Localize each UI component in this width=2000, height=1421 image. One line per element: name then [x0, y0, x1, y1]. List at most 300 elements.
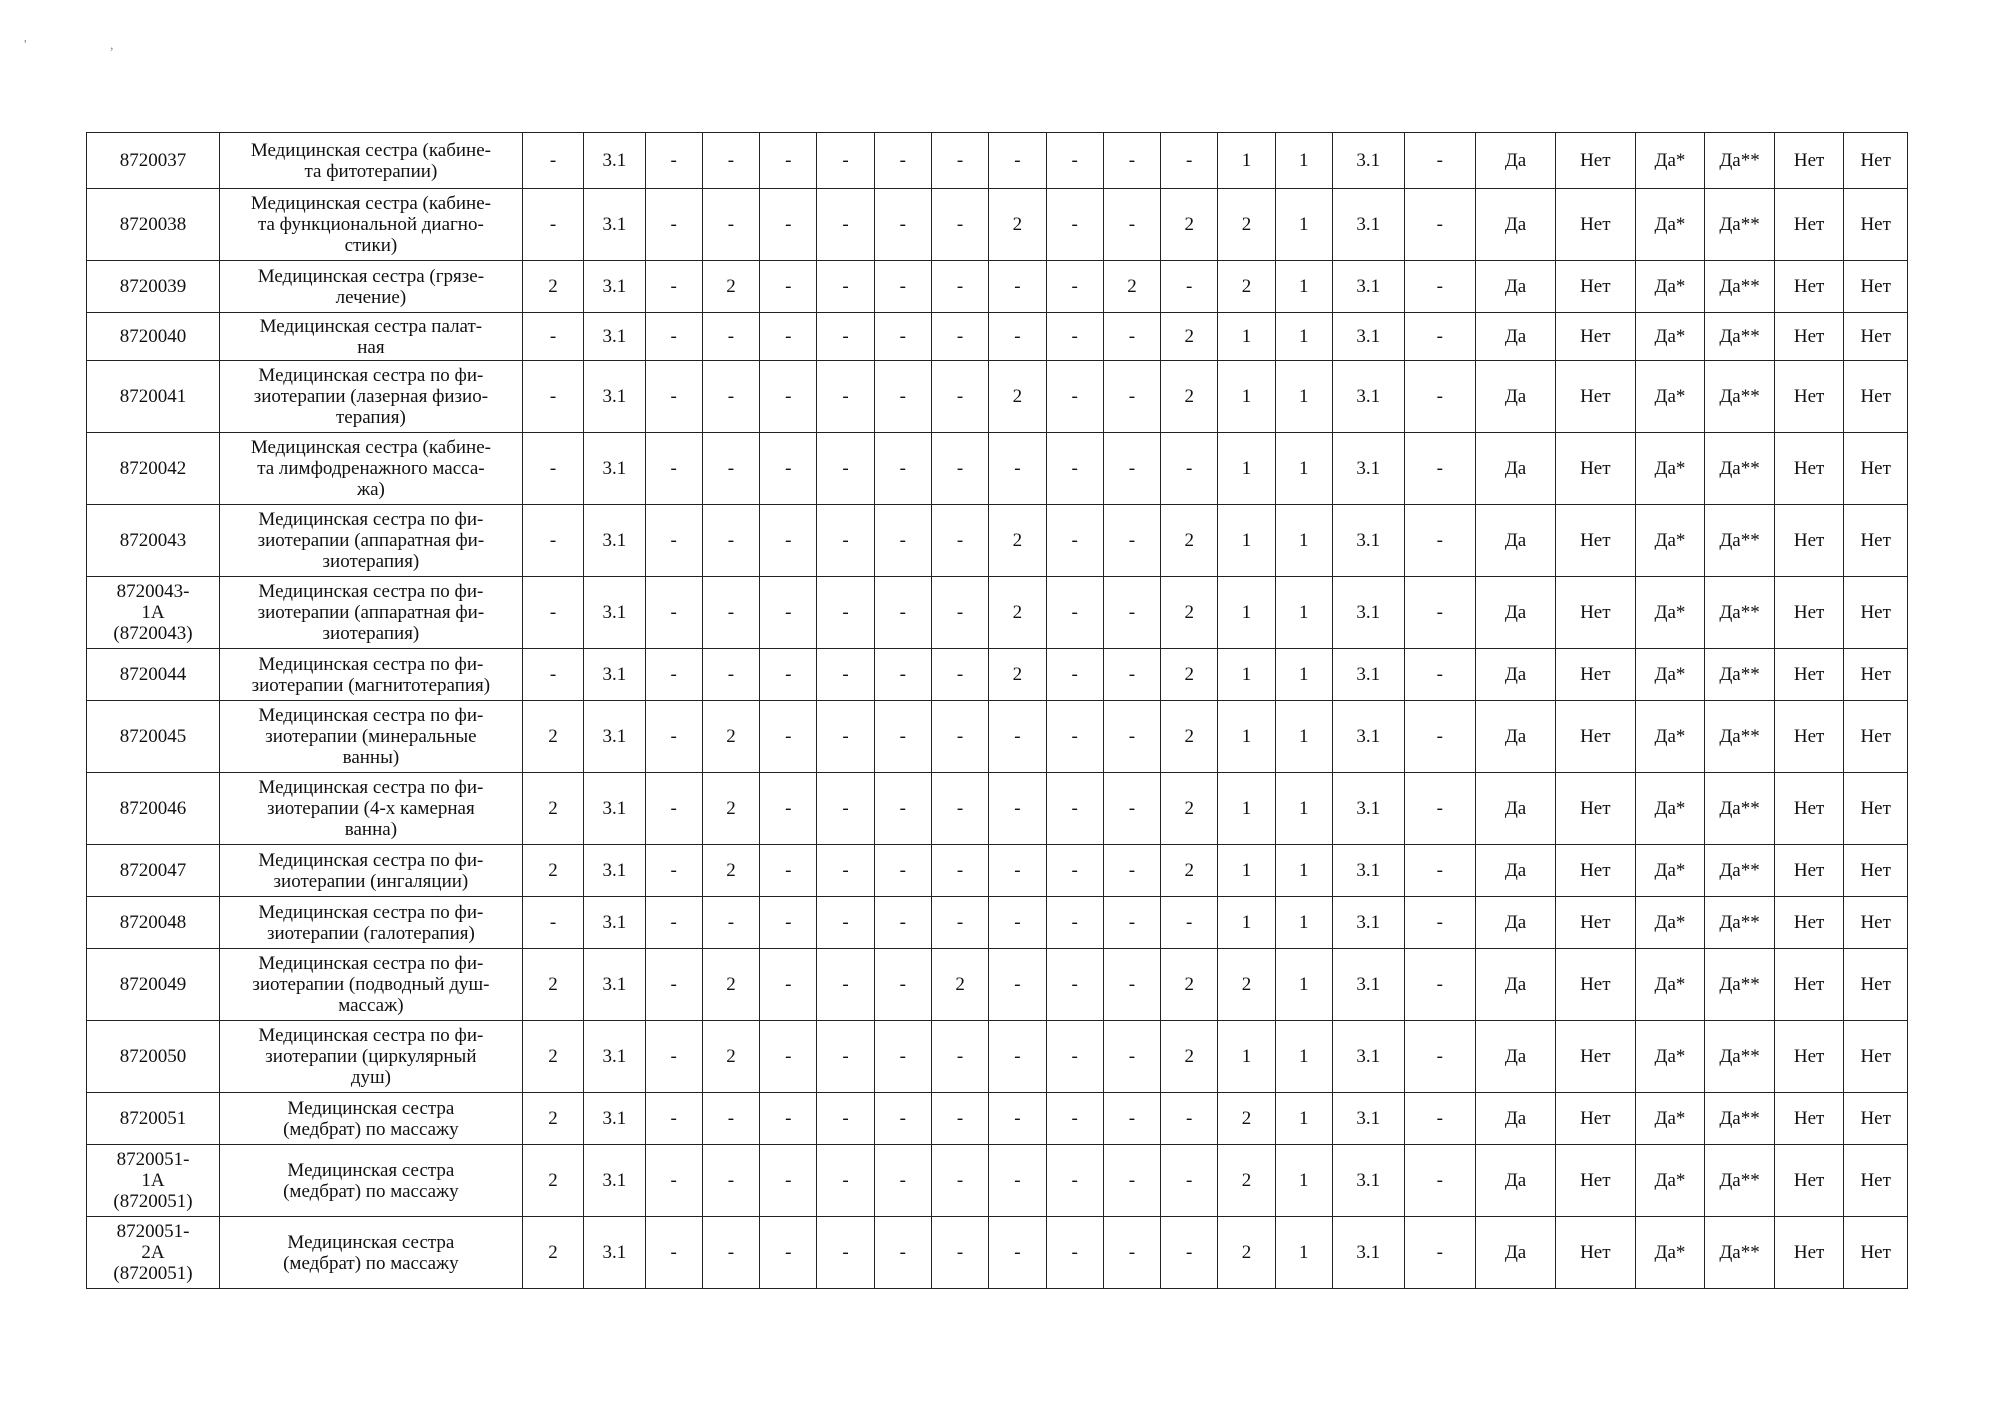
position-title-line: (медбрат) по массажу	[283, 1118, 459, 1140]
value-cell: 3.1	[1332, 897, 1404, 949]
value-cell: 2	[522, 845, 583, 897]
value-cell: Да**	[1705, 361, 1775, 433]
value-cell: -	[645, 133, 702, 189]
value-cell: -	[931, 261, 988, 313]
value-cell: Да	[1476, 845, 1556, 897]
value-cell: -	[1161, 261, 1218, 313]
position-code-line: 8720042	[119, 458, 187, 479]
position-title-line: массаж)	[338, 995, 404, 1016]
position-title-cell	[219, 1093, 522, 1145]
value-cell: Нет	[1555, 505, 1635, 577]
value-cell: 2	[1218, 189, 1275, 261]
value-cell: -	[1046, 949, 1103, 1021]
value-cell: 3.1	[1332, 133, 1404, 189]
value-cell: Нет	[1774, 1217, 1844, 1289]
value-cell: 1	[1275, 133, 1332, 189]
value-cell: -	[817, 261, 874, 313]
value-cell: -	[760, 313, 817, 361]
value-cell: 3.1	[1332, 845, 1404, 897]
value-cell: Да**	[1705, 261, 1775, 313]
position-title-cell	[219, 845, 522, 897]
value-cell: -	[1103, 773, 1160, 845]
value-cell: Да	[1476, 577, 1556, 649]
position-title-cell	[219, 1217, 522, 1289]
value-cell: Нет	[1774, 261, 1844, 313]
value-cell: Да*	[1635, 701, 1705, 773]
table-row	[87, 949, 1908, 1021]
value-cell: -	[817, 505, 874, 577]
value-cell: 1	[1218, 845, 1275, 897]
value-cell: -	[522, 433, 583, 505]
position-title-line: жа)	[356, 479, 385, 500]
value-cell: -	[645, 1217, 702, 1289]
value-cell: 1	[1218, 1021, 1275, 1093]
value-cell: 2	[1161, 1021, 1218, 1093]
value-cell: -	[702, 313, 759, 361]
value-cell: -	[989, 845, 1046, 897]
value-cell: -	[931, 897, 988, 949]
value-cell: -	[1404, 577, 1476, 649]
value-cell: 1	[1218, 773, 1275, 845]
value-cell: 1	[1275, 1093, 1332, 1145]
value-cell: -	[1046, 261, 1103, 313]
value-cell: 2	[989, 577, 1046, 649]
position-title-line: ванна)	[344, 819, 398, 840]
table-row	[87, 577, 1908, 649]
value-cell: -	[1103, 361, 1160, 433]
value-cell: -	[760, 1217, 817, 1289]
value-cell: -	[817, 133, 874, 189]
table-row	[87, 1217, 1908, 1289]
value-cell: 3.1	[584, 1093, 645, 1145]
value-cell: -	[702, 189, 759, 261]
position-title-line: зиотерапии (4-х камерная	[267, 798, 475, 819]
value-cell: -	[989, 313, 1046, 361]
value-cell: -	[760, 649, 817, 701]
value-cell: Нет	[1774, 701, 1844, 773]
value-cell: -	[702, 577, 759, 649]
value-cell: -	[522, 361, 583, 433]
value-cell: 1	[1275, 313, 1332, 361]
value-cell: 2	[522, 1021, 583, 1093]
value-cell: -	[760, 433, 817, 505]
value-cell: 1	[1218, 505, 1275, 577]
position-title-cell	[219, 577, 522, 649]
position-title-line: зиотерапии (аппаратная фи-	[257, 530, 485, 551]
value-cell: 2	[989, 505, 1046, 577]
value-cell: -	[1404, 1021, 1476, 1093]
value-cell: 2	[1161, 189, 1218, 261]
value-cell: -	[931, 1145, 988, 1217]
value-cell: Да**	[1705, 133, 1775, 189]
value-cell: Да	[1476, 433, 1556, 505]
value-cell: -	[1103, 949, 1160, 1021]
value-cell: -	[645, 1145, 702, 1217]
value-cell: -	[522, 189, 583, 261]
value-cell: -	[760, 505, 817, 577]
value-cell: Нет	[1555, 1145, 1635, 1217]
value-cell: 3.1	[1332, 1145, 1404, 1217]
value-cell: Да*	[1635, 261, 1705, 313]
value-cell: Нет	[1555, 897, 1635, 949]
value-cell: 1	[1218, 701, 1275, 773]
value-cell: Да*	[1635, 1145, 1705, 1217]
value-cell: Да*	[1635, 949, 1705, 1021]
value-cell: -	[1046, 505, 1103, 577]
value-cell: -	[931, 773, 988, 845]
position-code-line: (8720051)	[113, 1263, 193, 1284]
value-cell: Да**	[1705, 773, 1775, 845]
value-cell: Нет	[1844, 1217, 1908, 1289]
table-row	[87, 845, 1908, 897]
scan-specks: ' ,	[24, 38, 154, 53]
value-cell: 3.1	[584, 897, 645, 949]
value-cell: 2	[702, 1021, 759, 1093]
position-code-cell	[87, 361, 220, 433]
value-cell: Да**	[1705, 949, 1775, 1021]
value-cell: 3.1	[584, 577, 645, 649]
value-cell: Нет	[1774, 845, 1844, 897]
value-cell: -	[522, 505, 583, 577]
value-cell: -	[817, 1145, 874, 1217]
value-cell: 2	[702, 261, 759, 313]
value-cell: -	[702, 505, 759, 577]
position-title-cell	[219, 773, 522, 845]
value-cell: -	[1046, 845, 1103, 897]
value-cell: -	[760, 897, 817, 949]
value-cell: Нет	[1844, 1093, 1908, 1145]
table-row	[87, 189, 1908, 261]
value-cell: -	[1103, 649, 1160, 701]
value-cell: -	[931, 433, 988, 505]
value-cell: 3.1	[584, 701, 645, 773]
value-cell: Нет	[1555, 133, 1635, 189]
value-cell: -	[874, 949, 931, 1021]
position-title-cell	[219, 313, 522, 361]
position-title-line: Медицинская сестра по фи-	[258, 509, 484, 530]
value-cell: Да	[1476, 1217, 1556, 1289]
value-cell: Да**	[1705, 189, 1775, 261]
value-cell: -	[931, 701, 988, 773]
value-cell: -	[1103, 189, 1160, 261]
value-cell: -	[817, 1021, 874, 1093]
value-cell: -	[817, 361, 874, 433]
value-cell: -	[817, 1093, 874, 1145]
position-title-cell	[219, 1021, 522, 1093]
value-cell: Да**	[1705, 1145, 1775, 1217]
value-cell: -	[1404, 897, 1476, 949]
position-title-line: лечение)	[335, 286, 407, 308]
value-cell: 3.1	[584, 1217, 645, 1289]
position-title-line: зиотерапии (галотерапия)	[266, 922, 475, 944]
value-cell: -	[874, 845, 931, 897]
value-cell: 1	[1275, 773, 1332, 845]
value-cell: 2	[931, 949, 988, 1021]
table-row	[87, 505, 1908, 577]
value-cell: -	[1046, 133, 1103, 189]
value-cell: Да	[1476, 1021, 1556, 1093]
value-cell: 1	[1218, 361, 1275, 433]
value-cell: -	[645, 1021, 702, 1093]
value-cell: 3.1	[1332, 577, 1404, 649]
table-row	[87, 133, 1908, 189]
value-cell: -	[989, 773, 1046, 845]
value-cell: -	[1046, 773, 1103, 845]
position-title-cell	[219, 1145, 522, 1217]
value-cell: Нет	[1555, 649, 1635, 701]
position-code-line: 8720039	[119, 276, 187, 297]
position-code-line: 8720038	[119, 214, 187, 235]
value-cell: -	[989, 261, 1046, 313]
value-cell: -	[1404, 1145, 1476, 1217]
position-code-line: 8720047	[119, 860, 187, 881]
value-cell: 3.1	[1332, 1021, 1404, 1093]
value-cell: Нет	[1844, 505, 1908, 577]
position-code-line: 8720046	[119, 798, 187, 819]
value-cell: Нет	[1555, 313, 1635, 361]
value-cell: Да*	[1635, 1217, 1705, 1289]
value-cell: Нет	[1774, 1021, 1844, 1093]
value-cell: Да*	[1635, 361, 1705, 433]
value-cell: -	[989, 1021, 1046, 1093]
value-cell: 1	[1275, 577, 1332, 649]
value-cell: 1	[1275, 845, 1332, 897]
value-cell: -	[702, 133, 759, 189]
value-cell: -	[874, 133, 931, 189]
value-cell: -	[1161, 1217, 1218, 1289]
position-code-cell	[87, 577, 220, 649]
value-cell: Нет	[1774, 189, 1844, 261]
value-cell: -	[702, 361, 759, 433]
value-cell: 1	[1218, 577, 1275, 649]
value-cell: -	[817, 433, 874, 505]
value-cell: 3.1	[1332, 701, 1404, 773]
value-cell: -	[1046, 1217, 1103, 1289]
position-title-line: Медицинская сестра палат-	[259, 315, 483, 337]
value-cell: Да**	[1705, 1021, 1775, 1093]
value-cell: -	[645, 433, 702, 505]
position-code-line: 8720043-	[116, 581, 190, 602]
table-row	[87, 313, 1908, 361]
position-code-line: 8720044	[119, 664, 187, 685]
value-cell: -	[989, 433, 1046, 505]
value-cell: -	[817, 773, 874, 845]
position-code-cell	[87, 701, 220, 773]
value-cell: Да**	[1705, 1217, 1775, 1289]
value-cell: 2	[702, 701, 759, 773]
value-cell: Да	[1476, 949, 1556, 1021]
position-code-cell	[87, 773, 220, 845]
value-cell: 3.1	[1332, 189, 1404, 261]
position-title-cell	[219, 949, 522, 1021]
value-cell: -	[645, 189, 702, 261]
value-cell: -	[874, 1093, 931, 1145]
position-title-line: Медицинская сестра по фи-	[258, 653, 484, 675]
value-cell: -	[1161, 1093, 1218, 1145]
value-cell: 3.1	[1332, 433, 1404, 505]
value-cell: -	[645, 649, 702, 701]
value-cell: -	[817, 897, 874, 949]
value-cell: 1	[1218, 433, 1275, 505]
position-code-cell	[87, 505, 220, 577]
value-cell: 2	[1218, 1217, 1275, 1289]
value-cell: 1	[1275, 701, 1332, 773]
value-cell: -	[1046, 189, 1103, 261]
value-cell: Нет	[1555, 845, 1635, 897]
value-cell: 1	[1275, 1217, 1332, 1289]
value-cell: 2	[989, 361, 1046, 433]
value-cell: -	[1046, 433, 1103, 505]
value-cell: -	[1404, 649, 1476, 701]
value-cell: 2	[1218, 261, 1275, 313]
value-cell: 2	[1161, 701, 1218, 773]
position-code-cell	[87, 649, 220, 701]
value-cell: -	[1103, 1021, 1160, 1093]
position-title-line: Медицинская сестра по фи-	[258, 849, 484, 871]
position-code-line: 8720051-	[116, 1221, 190, 1242]
value-cell: 1	[1218, 313, 1275, 361]
position-title-line: Медицинская сестра (грязе-	[257, 265, 485, 287]
value-cell: Да	[1476, 313, 1556, 361]
value-cell: -	[874, 897, 931, 949]
table-row	[87, 433, 1908, 505]
value-cell: Нет	[1555, 261, 1635, 313]
position-code-cell	[87, 1021, 220, 1093]
value-cell: Нет	[1844, 649, 1908, 701]
value-cell: -	[645, 577, 702, 649]
value-cell: 3.1	[584, 773, 645, 845]
value-cell: -	[1404, 1093, 1476, 1145]
value-cell: -	[702, 1217, 759, 1289]
value-cell: -	[1046, 1093, 1103, 1145]
position-code-cell	[87, 1145, 220, 1217]
value-cell: -	[989, 949, 1046, 1021]
value-cell: Да**	[1705, 845, 1775, 897]
position-code-cell	[87, 261, 220, 313]
value-cell: 3.1	[584, 133, 645, 189]
value-cell: 3.1	[584, 189, 645, 261]
position-title-line: та фитотерапии)	[304, 160, 438, 182]
value-cell: 2	[1161, 845, 1218, 897]
value-cell: -	[817, 845, 874, 897]
value-cell: -	[931, 313, 988, 361]
value-cell: 2	[522, 1217, 583, 1289]
value-cell: 3.1	[1332, 361, 1404, 433]
value-cell: 3.1	[1332, 505, 1404, 577]
value-cell: -	[931, 1217, 988, 1289]
value-cell: -	[522, 897, 583, 949]
position-title-cell	[219, 361, 522, 433]
position-title-line: зиотерапии (ингаляции)	[273, 870, 469, 892]
table-body	[87, 133, 1908, 1289]
position-code-line: 8720041	[119, 386, 187, 407]
value-cell: 3.1	[584, 505, 645, 577]
value-cell: 3.1	[584, 361, 645, 433]
value-cell: Да*	[1635, 649, 1705, 701]
value-cell: Да**	[1705, 649, 1775, 701]
value-cell: -	[817, 577, 874, 649]
value-cell: Да	[1476, 773, 1556, 845]
position-title-line: та функциональной диагно-	[257, 214, 484, 235]
value-cell: -	[931, 845, 988, 897]
value-cell: Нет	[1774, 649, 1844, 701]
position-code-cell	[87, 133, 220, 189]
table-row	[87, 701, 1908, 773]
value-cell: Нет	[1774, 577, 1844, 649]
position-title-line: Медицинская сестра	[287, 1159, 455, 1181]
value-cell: Да*	[1635, 577, 1705, 649]
position-code-line: 8720049	[119, 974, 187, 995]
value-cell: -	[931, 361, 988, 433]
value-cell: -	[760, 949, 817, 1021]
value-cell: Нет	[1555, 773, 1635, 845]
value-cell: 2	[1103, 261, 1160, 313]
table-row	[87, 261, 1908, 313]
value-cell: 2	[1218, 1145, 1275, 1217]
value-cell: -	[645, 261, 702, 313]
position-title-line: Медицинская сестра по фи-	[258, 365, 484, 386]
value-cell: -	[1404, 773, 1476, 845]
value-cell: -	[931, 189, 988, 261]
value-cell: 3.1	[1332, 1093, 1404, 1145]
value-cell: Да	[1476, 361, 1556, 433]
value-cell: 2	[702, 773, 759, 845]
position-code-line: 1А	[141, 602, 165, 623]
position-title-line: ная	[357, 336, 385, 358]
value-cell: -	[1103, 133, 1160, 189]
value-cell: -	[702, 897, 759, 949]
value-cell: -	[817, 949, 874, 1021]
value-cell: -	[1103, 433, 1160, 505]
value-cell: 1	[1275, 949, 1332, 1021]
value-cell: -	[645, 1093, 702, 1145]
value-cell: Нет	[1555, 189, 1635, 261]
value-cell: -	[931, 133, 988, 189]
value-cell: 2	[522, 949, 583, 1021]
value-cell: Да*	[1635, 189, 1705, 261]
position-title-line: зиотерапии (циркулярный	[265, 1046, 477, 1067]
value-cell: 2	[702, 845, 759, 897]
value-cell: -	[1046, 1021, 1103, 1093]
value-cell: Нет	[1844, 949, 1908, 1021]
position-code-line: (8720051)	[113, 1191, 193, 1212]
value-cell: Нет	[1774, 1145, 1844, 1217]
table-row	[87, 1145, 1908, 1217]
value-cell: -	[645, 949, 702, 1021]
value-cell: Да*	[1635, 845, 1705, 897]
value-cell: Нет	[1774, 133, 1844, 189]
value-cell: Нет	[1555, 1217, 1635, 1289]
value-cell: 2	[1161, 577, 1218, 649]
value-cell: Нет	[1774, 949, 1844, 1021]
position-title-line: (медбрат) по массажу	[283, 1252, 459, 1274]
value-cell: -	[1103, 505, 1160, 577]
value-cell: Да*	[1635, 1021, 1705, 1093]
position-code-line: (8720043)	[113, 623, 193, 644]
position-title-line: стики)	[344, 235, 398, 256]
value-cell: -	[1103, 845, 1160, 897]
value-cell: -	[760, 189, 817, 261]
position-title-line: ванны)	[342, 747, 400, 768]
value-cell: 1	[1275, 433, 1332, 505]
value-cell: Да*	[1635, 1093, 1705, 1145]
value-cell: -	[702, 1093, 759, 1145]
value-cell: -	[874, 1021, 931, 1093]
value-cell: -	[1161, 897, 1218, 949]
position-code-line: 8720050	[119, 1046, 187, 1067]
value-cell: -	[989, 701, 1046, 773]
value-cell: Да*	[1635, 133, 1705, 189]
